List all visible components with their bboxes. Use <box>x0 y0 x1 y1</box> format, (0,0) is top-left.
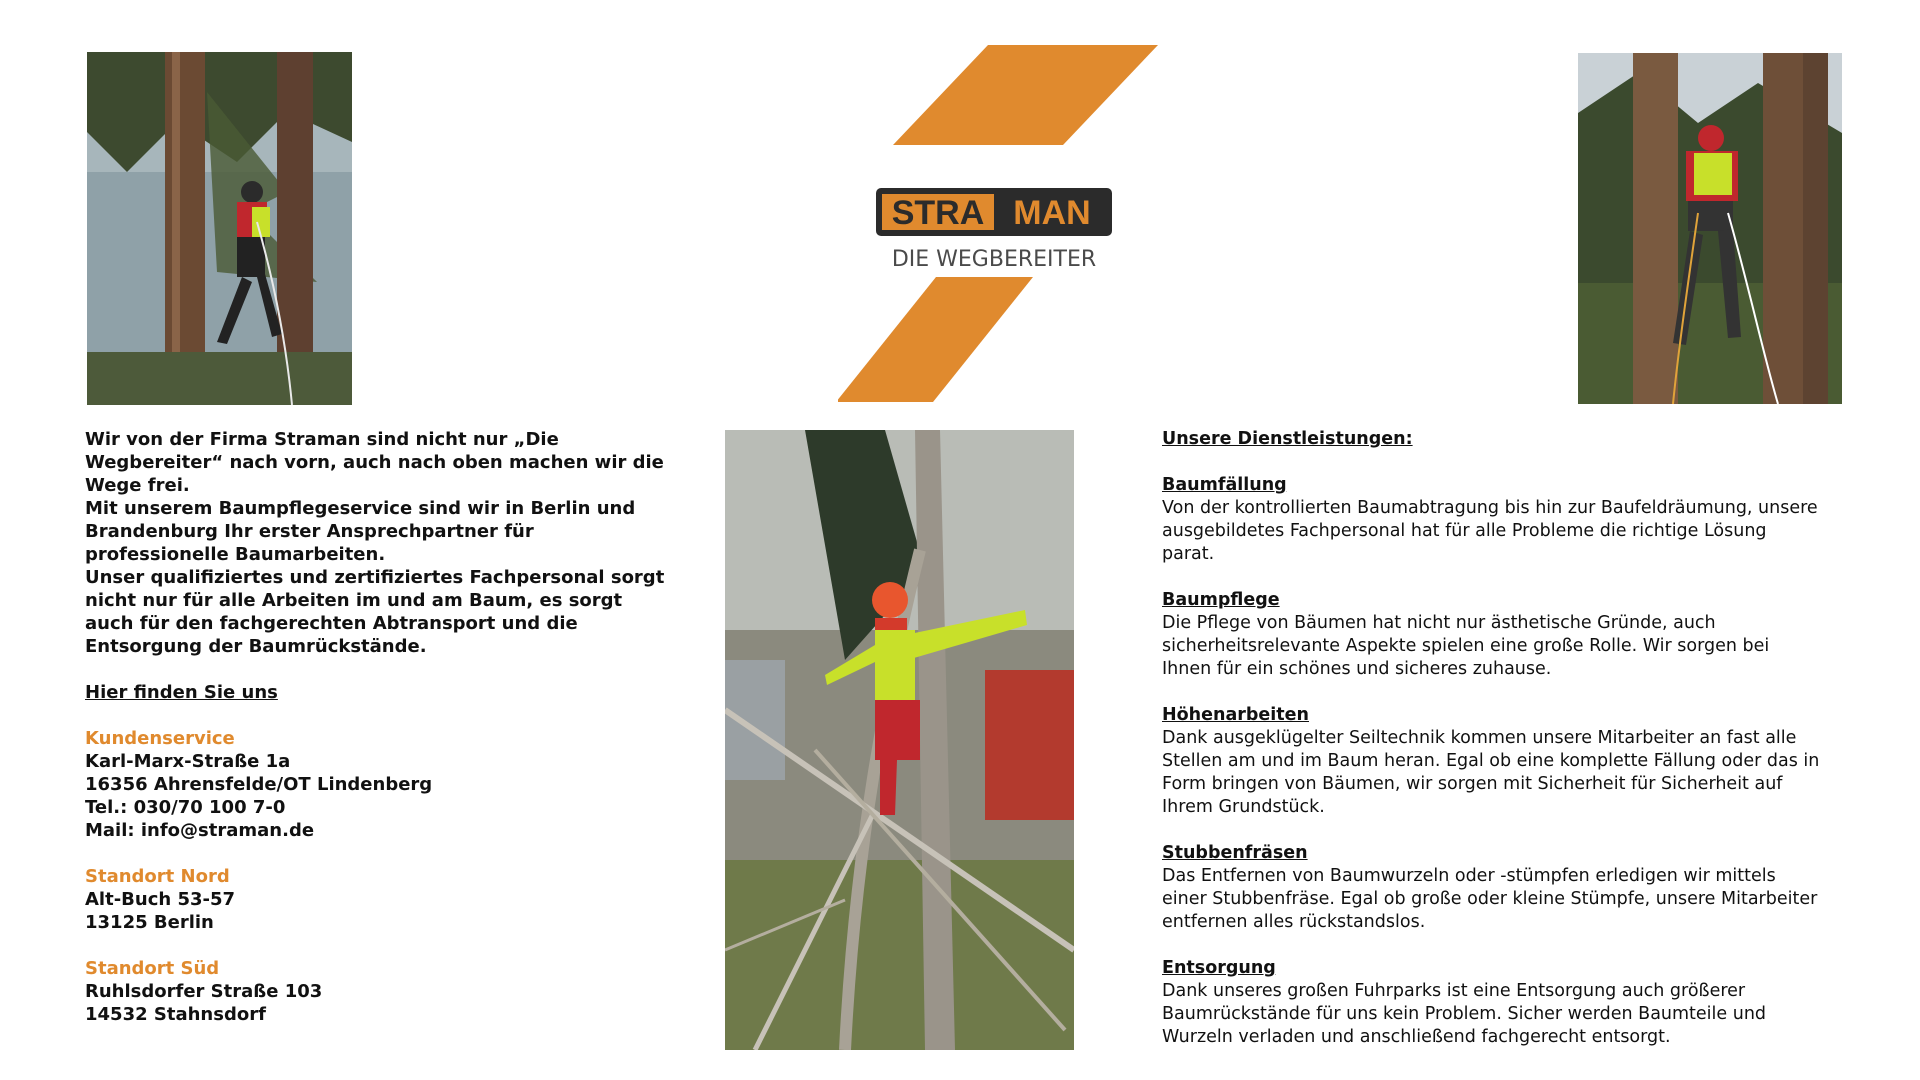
services-heading: Unsere Dienstleistungen: <box>1162 429 1413 449</box>
service-text: Die Pflege von Bäumen hat nicht nur ästhetische Gründe, auch sicherheitsrelevante Aspekte spielen eine große Rolle. Wir sorgen bei Ihnen für ein schönes und sicheres zuhause. <box>1162 613 1770 679</box>
logo-stra-text: STRA <box>891 194 985 232</box>
service-item-entsorgung <box>1162 957 1822 1049</box>
service-title: Entsorgung <box>1162 958 1276 978</box>
service-title: Baumpflege <box>1162 590 1280 610</box>
intro-paragraph-2: Mit unserem Baumpflegeservice sind wir in Berlin und Brandenburg Ihr erster Ansprechpartner für professionelle Baumarbeiten. <box>85 498 636 565</box>
location-sued <box>85 957 665 1026</box>
address-line: 13125 Berlin <box>85 912 214 933</box>
arborist-photo-top-right <box>1578 53 1842 404</box>
address-line: Karl-Marx-Straße 1a <box>85 751 291 772</box>
logo-tagline: DIE WEGBEREITER <box>891 247 1097 272</box>
find-us-heading: Hier finden Sie uns <box>85 682 278 703</box>
address-line: 16356 Ahrensfelde/OT Lindenberg <box>85 774 433 795</box>
service-title: Höhenarbeiten <box>1162 705 1309 725</box>
arborist-photo-center <box>725 430 1074 1050</box>
location-kundenservice <box>85 727 665 842</box>
location-title: Standort Nord <box>85 866 230 887</box>
location-title: Kundenservice <box>85 728 235 749</box>
location-nord <box>85 865 665 934</box>
address-line: Alt-Buch 53-57 <box>85 889 236 910</box>
service-text: Dank unseres großen Fuhrparks ist eine Entsorgung auch größerer Baumrückstände für uns kein Problem. Sicher werden Baumteile und Wurzeln verladen und anschließend fachgerecht entsorgt. <box>1162 981 1767 1047</box>
service-text: Von der kontrollierten Baumabtragung bis hin zur Baufeldräumung, unsere ausgebildetes Fachpersonal hat für alle Probleme die richtige Lösung parat. <box>1162 498 1818 564</box>
service-item-hoehenarbeiten <box>1162 704 1822 819</box>
intro-column <box>85 428 665 1026</box>
email-line: Mail: info@straman.de <box>85 820 315 841</box>
address-line: 14532 Stahnsdorf <box>85 1004 266 1025</box>
phone-line: Tel.: 030/70 100 7-0 <box>85 797 286 818</box>
intro-paragraph-1: Wir von der Firma Straman sind nicht nur „Die Wegbereiter“ nach vorn, auch nach oben machen wir die Wege frei. <box>85 429 664 496</box>
service-title: Baumfällung <box>1162 475 1287 495</box>
straman-logo <box>838 45 1158 402</box>
address-line: Ruhlsdorfer Straße 103 <box>85 981 323 1002</box>
service-item-baumfaellung <box>1162 474 1822 566</box>
service-text: Das Entfernen von Baumwurzeln oder -stümpfen erledigen wir mittels einer Stubbenfräse. Egal ob große oder kleine Stümpfe, unsere Mitarbeiter entfernen alles rückstandslos. <box>1162 866 1818 932</box>
service-item-baumpflege <box>1162 589 1822 681</box>
service-text: Dank ausgeklügelter Seiltechnik kommen unsere Mitarbeiter an fast alle Stellen am und im Baum heran. Egal ob eine komplette Fällung oder das in Form bringen von Bäumen, wir sorgen mit Sicherheit für Sicherheit auf Ihrem Grundstück. <box>1162 728 1820 817</box>
arborist-photo-top-left <box>87 52 352 405</box>
logo-man-text: MAN <box>1013 194 1091 232</box>
service-item-stubbenfraesen <box>1162 842 1822 934</box>
location-title: Standort Süd <box>85 958 220 979</box>
intro-paragraph-3: Unser qualifiziertes und zertifiziertes Fachpersonal sorgt nicht nur für alle Arbeiten im und am Baum, es sorgt auch für den fachgerechten Abtransport und die Entsorgung der Baumrückstände. <box>85 567 665 657</box>
service-title: Stubbenfräsen <box>1162 843 1308 863</box>
services-column <box>1162 428 1822 1049</box>
